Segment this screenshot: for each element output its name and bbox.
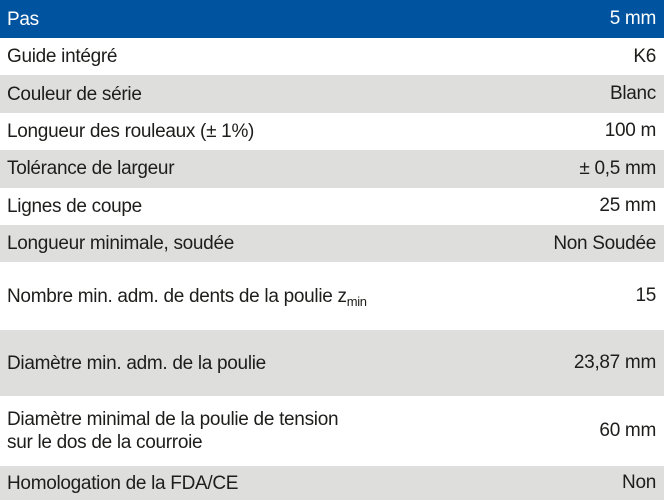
- row-value: 25 mm: [599, 195, 656, 217]
- table-row: [0, 75, 664, 112]
- row-value: 23,87 mm: [573, 352, 656, 374]
- table-row: [0, 466, 664, 500]
- row-label: Longueur des rouleaux (± 1%): [7, 120, 255, 142]
- row-value: Non Soudée: [553, 232, 656, 254]
- row-label: Lignes de coupe: [7, 195, 142, 217]
- row-label: Guide intégré: [7, 46, 118, 68]
- row-label-text: Nombre min. adm. de dents de la poulie z: [7, 285, 347, 307]
- table-row: [0, 150, 664, 187]
- row-label: Couleur de série: [7, 83, 142, 105]
- table-row: [0, 396, 664, 466]
- table-row: [0, 38, 664, 75]
- row-label: Tolérance de largeur: [7, 158, 175, 180]
- row-value: 15: [635, 285, 656, 307]
- table-row: [0, 225, 664, 262]
- row-label: Longueur minimale, soudée: [7, 233, 234, 255]
- row-value: Blanc: [609, 83, 656, 105]
- row-value: K6: [633, 45, 656, 67]
- row-value: 100 m: [604, 120, 656, 142]
- header-label: Pas: [7, 8, 39, 30]
- table-header-row: [0, 0, 664, 38]
- table-row: [0, 330, 664, 396]
- header-value: 5 mm: [609, 8, 656, 30]
- row-value: Non: [622, 472, 656, 494]
- row-label: Homologation de la FDA/CE: [7, 472, 239, 494]
- row-label: [7, 285, 367, 308]
- row-value: 60 mm: [599, 420, 656, 442]
- row-label: Diamètre min. adm. de la poulie: [7, 352, 266, 374]
- table-row: [0, 188, 664, 225]
- row-value: ± 0,5 mm: [579, 157, 656, 179]
- row-label: Diamètre minimal de la poulie de tension sur le dos de la courroie: [7, 409, 339, 454]
- table-row: [0, 262, 664, 330]
- row-label-subscript: min: [346, 293, 367, 309]
- table-row: [0, 113, 664, 150]
